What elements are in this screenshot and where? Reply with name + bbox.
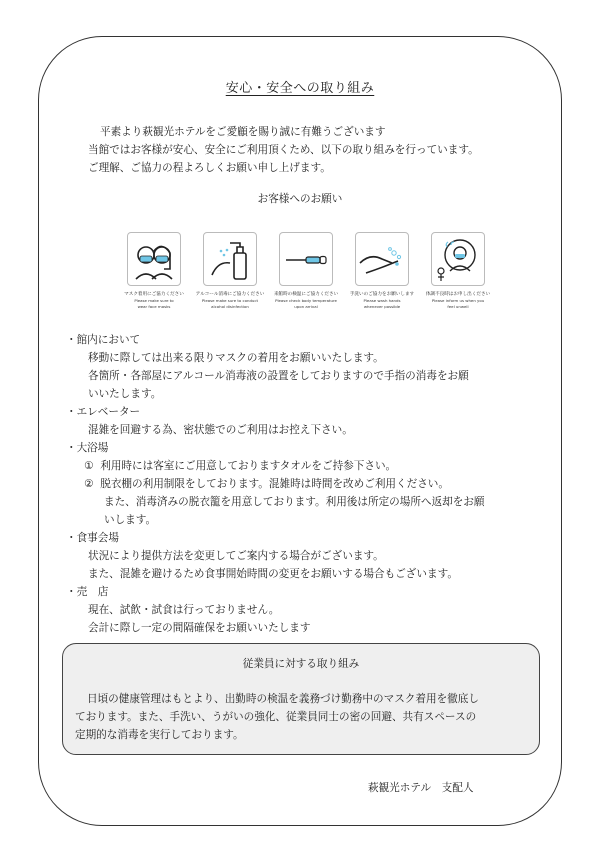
staff-text	[75, 690, 539, 744]
icon-caption-en: Please make sure to conduct	[201, 298, 259, 303]
request-heading: お客様へのお願い	[257, 193, 343, 205]
staff-line: 日頃の健康管理はもとより、出勤時の検温を義務づけ勤務中のマスク着用を徹底し	[87, 693, 479, 705]
icon-caption-en: alcohol disinfection	[211, 304, 249, 309]
section-line: 現在、試飲・試食は行っておりません。	[88, 604, 280, 616]
icon-caption-en: feel unwell	[447, 304, 469, 309]
signature: 萩観光ホテル 支配人	[368, 782, 474, 794]
intro-line: 平素より萩観光ホテルをご愛顧を賜り誠に有難うございます	[100, 126, 386, 138]
section-line: 移動に際しては出来る限りマスクの着用をお願いいたします。	[88, 352, 384, 364]
guidelines-list	[66, 331, 536, 637]
mask-faces-icon	[128, 233, 180, 285]
section-heading: ・館内において	[66, 334, 141, 346]
icon-caption-en: Please inform us when you	[431, 298, 485, 303]
staff-line: 定期的な消毒を実行しております。	[75, 729, 244, 741]
section-line: いいたします。	[88, 388, 162, 400]
intro-line: 当館ではお客様が安心、安全にご利用頂くため、以下の取り組みを行っています。	[88, 144, 479, 156]
numbered-line: ① 利用時には客室にご用意しておりますタオルをご持参下さい。	[84, 460, 397, 472]
icon-card-handwash	[346, 232, 418, 310]
icon-caption-jp: アルコール消毒にご協力ください	[195, 292, 265, 297]
icon-caption-jp: マスク着用にご協力ください	[124, 292, 184, 297]
section-line: 状況により提供方法を変更してご案内する場合がございます。	[88, 550, 384, 562]
icon-caption-jp: 来館時の検温にご協力ください	[273, 292, 339, 297]
page-title: 安心・安全への取り組み	[225, 81, 375, 96]
thermometer-icon	[280, 233, 332, 285]
section-heading: ・食事会場	[66, 532, 119, 544]
icon-caption-en: wear face masks	[137, 304, 171, 309]
staff-line: ております。また、手洗い、うがいの強化、従業員同士の密の回避、共有スペースの	[75, 711, 477, 723]
icon-card-mask	[118, 232, 190, 310]
icon-caption-jp: 手洗いのご協力をお願いします	[349, 292, 415, 297]
icon-caption-en: Please check body temperature	[275, 298, 337, 303]
section-heading: ・売 店	[66, 586, 109, 598]
section-line: 会計に際し一定の間隔確保をお願いいたします	[88, 622, 311, 634]
staff-title: 従業員に対する取り組み	[242, 658, 360, 670]
numbered-line: また、消毒済みの脱衣籠を用意しております。利用後は所定の場所へ返却をお願	[104, 496, 485, 508]
unwell-person-icon	[432, 233, 484, 285]
intro-text	[88, 123, 479, 177]
icon-card-sanitizer	[194, 232, 266, 310]
section-heading: ・エレベーター	[66, 406, 141, 418]
request-icons	[118, 232, 491, 312]
intro-line: ご理解、ご協力の程よろしくお願い申し上げます。	[88, 162, 331, 174]
icon-caption-en: whenever possible	[363, 304, 401, 309]
numbered-line: ② 脱衣棚の利用制限をしております。混雑時は時間を改めご利用ください。	[84, 478, 449, 490]
icon-caption-jp: 体調不良時はお申し出ください	[425, 292, 491, 297]
section-heading: ・大浴場	[66, 442, 109, 454]
numbered-line: いします。	[104, 514, 157, 526]
icon-caption-en: Please make sure to	[134, 298, 174, 303]
staff-measures-box	[62, 643, 540, 755]
icon-caption-en: upon arrival	[294, 304, 318, 309]
icon-card-thermometer	[270, 232, 342, 310]
hand-sanitizer-icon	[204, 233, 256, 285]
hand-washing-icon	[356, 233, 408, 285]
section-line: 混雑を回避する為、密状態でのご利用はお控え下さい。	[88, 424, 353, 436]
icon-card-unwell	[422, 232, 494, 310]
icon-caption-en: Please wash hands	[363, 298, 401, 303]
section-line: 各箇所・各部屋にアルコール消毒液の設置をしておりますので手指の消毒をお願	[88, 370, 469, 382]
section-line: また、混雑を避けるため食事開始時間の変更をお願いする場合もございます。	[88, 568, 458, 580]
